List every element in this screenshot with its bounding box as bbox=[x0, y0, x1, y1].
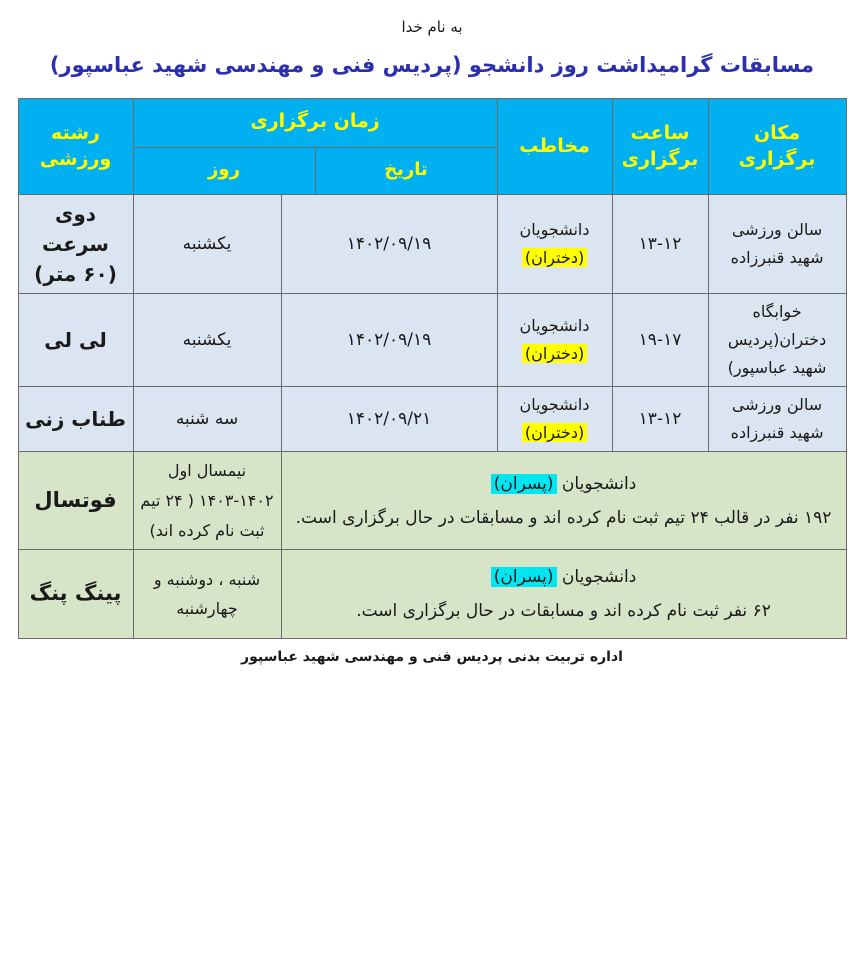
header-date: تاریخ bbox=[315, 148, 497, 194]
cell-dayinfo: نیمسال اول ۱۴۰۲-۱۴۰۳ ( ۲۴ تیم ثبت نام کرده اند) bbox=[133, 452, 281, 550]
note-tag: (پسران) bbox=[491, 474, 557, 494]
header-place: مکان برگزاری bbox=[708, 99, 846, 195]
cell-place: خوابگاه دختران(پردیس شهید عباسپور) bbox=[708, 294, 846, 387]
header-time-subrow bbox=[134, 148, 497, 194]
cell-hour: ۱۳-۱۲ bbox=[612, 195, 708, 294]
table-body bbox=[18, 195, 846, 639]
cell-dayinfo: شنبه ، دوشنبه و چهارشنبه bbox=[133, 550, 281, 639]
header-sport: رشته ورزشی bbox=[18, 99, 133, 195]
cell-sport: دوی سرعت (۶۰ متر) bbox=[18, 195, 133, 294]
note-tag: (پسران) bbox=[491, 567, 557, 587]
cell-place: سالن ورزشی شهید قنبرزاده bbox=[708, 387, 846, 452]
cell-audience bbox=[497, 294, 612, 387]
cell-date: ۱۴۰۲/۰۹/۱۹ bbox=[281, 294, 497, 387]
cell-hour: ۱۹-۱۷ bbox=[612, 294, 708, 387]
table-row bbox=[18, 294, 846, 387]
cell-date: ۱۴۰۲/۰۹/۱۹ bbox=[281, 195, 497, 294]
cell-audience bbox=[497, 195, 612, 294]
page-title: مسابقات گرامیداشت روز دانشجو (پردیس فنی و مهندسی شهید عباسپور) bbox=[49, 53, 815, 77]
cell-sport: لی لی bbox=[18, 294, 133, 387]
cell-place: سالن ورزشی شهید قنبرزاده bbox=[708, 195, 846, 294]
audience-tag: (دختران) bbox=[522, 344, 587, 363]
table-row bbox=[18, 550, 846, 639]
header-day: روز bbox=[208, 159, 240, 181]
audience-main: دانشجویان bbox=[519, 316, 590, 336]
audience-main: دانشجویان bbox=[519, 220, 590, 240]
cell-sport: طناب زنی bbox=[18, 387, 133, 452]
header-audience: مخاطب bbox=[497, 99, 612, 195]
cell-day: سه شنبه bbox=[133, 387, 281, 452]
table-header-row bbox=[18, 99, 846, 195]
note-heading bbox=[296, 560, 832, 594]
cell-note bbox=[281, 550, 846, 639]
bismillah-line: به نام خدا bbox=[401, 18, 463, 36]
audience-main: دانشجویان bbox=[519, 395, 590, 415]
cell-sport: پینگ پنگ bbox=[18, 550, 133, 639]
table-row bbox=[18, 452, 846, 550]
cell-day: یکشنبه bbox=[133, 294, 281, 387]
cell-hour: ۱۳-۱۲ bbox=[612, 387, 708, 452]
table-row bbox=[18, 387, 846, 452]
header-hour: ساعت برگزاری bbox=[612, 99, 708, 195]
header-time-group-label: زمان برگزاری bbox=[134, 99, 497, 148]
cell-date: ۱۴۰۲/۰۹/۲۱ bbox=[281, 387, 497, 452]
cell-note bbox=[281, 452, 846, 550]
cell-audience bbox=[497, 387, 612, 452]
table-header bbox=[18, 99, 846, 195]
competition-schedule-table bbox=[18, 98, 847, 639]
note-detail: ۱۹۲ نفر در قالب ۲۴ تیم ثبت نام کرده اند و مسابقات در حال برگزاری است. bbox=[295, 507, 832, 528]
note-main: دانشجویان bbox=[561, 567, 637, 588]
cell-sport: فوتسال bbox=[18, 452, 133, 550]
note-heading bbox=[296, 467, 832, 501]
cell-day: یکشنبه bbox=[133, 195, 281, 294]
footer-text: اداره تربیت بدنی پردیس فنی و مهندسی شهید عباسپور bbox=[241, 649, 623, 666]
note-detail: ۶۲ نفر ثبت نام کرده اند و مسابقات در حال برگزاری است. bbox=[356, 601, 771, 622]
table-row bbox=[18, 195, 846, 294]
audience-tag: (دختران) bbox=[522, 248, 587, 267]
document-page bbox=[0, 18, 864, 957]
header-time-group bbox=[133, 99, 497, 195]
audience-tag: (دختران) bbox=[522, 423, 587, 442]
note-main: دانشجویان bbox=[561, 473, 637, 494]
